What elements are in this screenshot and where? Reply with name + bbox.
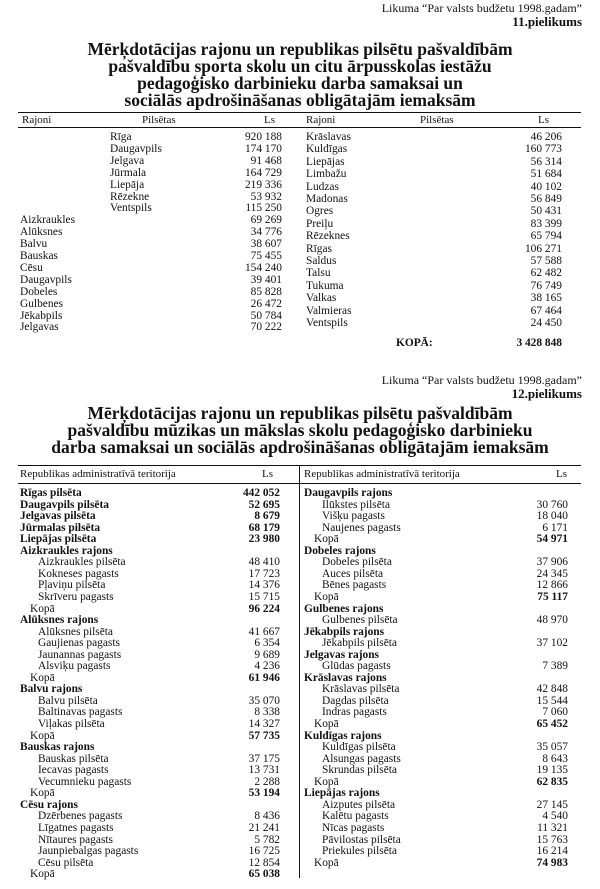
row-value: 69 269 <box>250 214 282 226</box>
territory-row <box>0 510 299 522</box>
row-label: Liepāja <box>110 179 145 191</box>
row-value: 164 729 <box>244 167 282 179</box>
row-value: 15 715 <box>248 591 280 603</box>
row-value: 65 038 <box>248 868 280 880</box>
city-row <box>0 179 300 191</box>
annex12-left-table <box>0 487 299 887</box>
row-label: Madonas <box>306 193 348 205</box>
row-value: 34 776 <box>250 226 282 238</box>
territory-row <box>300 683 600 695</box>
annex12-title-line: Mērķdotācijas rajonu un republikas pilsētu pašvaldībām <box>87 403 513 423</box>
row-label: Cēsu rajons <box>20 799 78 811</box>
row-label: Liepājas <box>306 156 345 168</box>
territory-row <box>0 718 299 730</box>
row-label: Ventspils <box>110 202 152 214</box>
row-label: Alūksnes pilsēta <box>38 626 113 638</box>
row-label: Krāslavas rajons <box>304 672 387 684</box>
row-value: 920 188 <box>244 131 282 143</box>
row-value: 4 236 <box>254 660 280 672</box>
row-label: Gulbenes <box>20 298 64 310</box>
district-heading-row <box>0 614 299 626</box>
territory-row <box>0 822 299 834</box>
row-value: 15 763 <box>536 834 568 846</box>
territory-row <box>0 591 299 603</box>
row-value: 7 389 <box>542 660 568 672</box>
row-label: Kuldīgas <box>306 143 348 155</box>
district-heading-row <box>300 787 600 799</box>
annex12-header-territory-left: Republikas administratīvā teritorija <box>20 468 176 480</box>
row-value: 16 725 <box>248 845 280 857</box>
district-row <box>300 156 600 168</box>
row-value: 57 588 <box>530 255 562 267</box>
row-label: Pāvilostas pilsēta <box>322 834 401 846</box>
row-value: 8 679 <box>254 510 280 522</box>
row-value: 13 731 <box>248 764 280 776</box>
subtotal-row <box>0 868 299 880</box>
district-row <box>0 250 300 262</box>
annex11-title-line: Mērķdotācijas rajonu un republikas pilsētu pašvaldībām <box>87 39 513 59</box>
row-label: Kuldīgas rajons <box>304 730 382 742</box>
row-value: 23 980 <box>248 533 280 545</box>
district-row <box>300 181 600 193</box>
row-label: Indras pagasts <box>322 706 387 718</box>
row-label: Daugavpils <box>20 274 72 286</box>
row-value: 76 749 <box>530 280 562 292</box>
row-label: Bauskas <box>20 250 58 262</box>
row-label: Rīgas pilsēta <box>20 487 82 499</box>
territory-row <box>300 510 600 522</box>
row-label: Liepājas rajons <box>304 787 380 799</box>
row-label: Liepājas pilsēta <box>20 533 97 545</box>
row-value: 46 206 <box>530 131 562 143</box>
row-value: 2 288 <box>254 776 280 788</box>
row-label: Jelgavas pilsēta <box>20 510 96 522</box>
row-label: Aizkraukles pilsēta <box>38 556 126 568</box>
row-label: Daugavpils <box>110 143 162 155</box>
row-value: 16 214 <box>536 845 568 857</box>
row-label: Krāslavas <box>306 131 351 143</box>
territory-row <box>0 706 299 718</box>
row-label: Limbažu <box>306 168 347 180</box>
row-label: Kopā <box>314 591 339 603</box>
row-label: Jelgavas rajons <box>304 649 379 661</box>
row-label: Balvu rajons <box>20 683 83 695</box>
row-value: 17 723 <box>248 568 280 580</box>
row-value: 62 482 <box>530 267 562 279</box>
row-value: 39 401 <box>250 274 282 286</box>
row-label: Ilūkstes pilsēta <box>322 499 391 511</box>
subtotal-row <box>0 787 299 799</box>
row-value: 91 468 <box>250 155 282 167</box>
row-label: Jēkabpils <box>20 310 63 322</box>
district-row <box>0 226 300 238</box>
annex11-total-value: 3 428 848 <box>516 337 562 349</box>
row-label: Viļakas pilsēta <box>38 718 105 730</box>
row-value: 53 194 <box>248 787 280 799</box>
annex11-header-ls-right: Ls <box>538 114 549 126</box>
row-label: Ventspils <box>306 317 348 329</box>
annex12-header-ls-right: Ls <box>556 468 567 480</box>
row-label: Naujenes pagasts <box>322 522 401 534</box>
row-label: Alsungas pagasts <box>322 753 401 765</box>
row-label: Alūksnes rajons <box>20 614 99 626</box>
row-label: Nītaures pagasts <box>38 834 113 846</box>
row-value: 41 667 <box>248 626 280 638</box>
annex11-title-line: pedagoģisko darbinieku darba samaksai un <box>137 73 463 93</box>
row-value: 14 327 <box>248 718 280 730</box>
row-label: Dagdas pilsēta <box>322 695 389 707</box>
row-value: 51 684 <box>530 168 562 180</box>
row-label: Dobeles rajons <box>304 545 376 557</box>
row-value: 8 338 <box>254 706 280 718</box>
row-value: 15 544 <box>536 695 568 707</box>
row-label: Bauskas rajons <box>20 741 95 753</box>
row-value: 4 540 <box>542 810 568 822</box>
row-label: Jelgava <box>110 155 145 167</box>
district-row <box>0 321 300 333</box>
row-value: 174 170 <box>244 143 282 155</box>
row-value: 65 452 <box>536 718 568 730</box>
row-label: Kopā <box>30 787 55 799</box>
city-row <box>0 143 300 155</box>
row-value: 37 906 <box>536 556 568 568</box>
row-label: Rēzeknes <box>306 230 350 242</box>
row-label: Auces pilsēta <box>322 568 384 580</box>
annex11-title-line: sociālās apdrošināšanas obligātajām iemaksām <box>124 90 476 110</box>
district-row <box>300 168 600 180</box>
row-value: 65 794 <box>530 230 562 242</box>
row-label: Daugavpils pilsēta <box>20 499 109 511</box>
row-label: Jūrmala <box>110 167 147 179</box>
row-value: 62 835 <box>536 776 568 788</box>
annex11-number: 11.pielikums <box>512 14 582 29</box>
row-value: 61 946 <box>248 672 280 684</box>
row-label: Ludzas <box>306 181 339 193</box>
row-label: Ogres <box>306 205 334 217</box>
row-value: 75 455 <box>250 250 282 262</box>
row-value: 5 782 <box>254 834 280 846</box>
row-label: Baltinavas pagasts <box>38 706 123 718</box>
row-label: Preiļu <box>306 218 334 230</box>
row-label: Daugavpils rajons <box>304 487 393 499</box>
row-label: Valmieras <box>306 305 352 317</box>
row-value: 160 773 <box>524 143 562 155</box>
district-row <box>300 243 600 255</box>
row-value: 52 695 <box>248 499 280 511</box>
row-value: 56 849 <box>530 193 562 205</box>
annex12-header-territory-right: Republikas administratīvā teritorija <box>304 468 460 480</box>
row-label: Rēzekne <box>110 191 150 203</box>
row-value: 48 970 <box>536 614 568 626</box>
row-label: Priekules pilsēta <box>322 845 397 857</box>
row-label: Gaujienas pagasts <box>38 637 120 649</box>
row-value: 24 450 <box>530 317 562 329</box>
row-value: 57 735 <box>248 730 280 742</box>
row-value: 56 314 <box>530 156 562 168</box>
district-row <box>300 143 600 155</box>
row-label: Valkas <box>306 292 337 304</box>
district-row <box>0 298 300 310</box>
territory-row <box>0 845 299 857</box>
row-value: 154 240 <box>244 262 282 274</box>
city-row <box>0 202 300 214</box>
row-label: Jēkabpils rajons <box>304 626 385 638</box>
row-value: 106 271 <box>524 243 562 255</box>
row-label: Dobeles <box>20 286 58 298</box>
row-value: 85 828 <box>250 286 282 298</box>
city-row <box>0 167 300 179</box>
district-row <box>300 292 600 304</box>
row-value: 67 464 <box>530 305 562 317</box>
territory-row <box>0 660 299 672</box>
row-label: Nīcas pagasts <box>322 822 385 834</box>
annex12-law-reference: Likuma “Par valsts budžetu 1998.gadam” <box>381 373 582 387</box>
row-value: 12 866 <box>536 579 568 591</box>
row-label: Kopā <box>314 776 339 788</box>
row-label: Skrundas pilsēta <box>322 764 397 776</box>
district-row <box>0 238 300 250</box>
row-value: 14 376 <box>248 579 280 591</box>
row-label: Vecumnieku pagasts <box>38 776 132 788</box>
annex11-header-pilsetas: Pilsētas <box>142 114 176 126</box>
row-label: Kopā <box>30 603 55 615</box>
row-value: 26 472 <box>250 298 282 310</box>
annex12-title-line: pašvaldību mūzikas un mākslas skolu pedagoģisko darbinieku <box>67 420 533 440</box>
row-value: 18 040 <box>536 510 568 522</box>
row-label: Iecavas pagasts <box>38 764 109 776</box>
annex12-title-line: darba samaksai un sociālās apdrošināšanas obligātajām iemaksām <box>51 437 549 457</box>
row-value: 6 354 <box>254 637 280 649</box>
row-label: Dobeles pilsēta <box>322 556 392 568</box>
row-label: Glūdas pagasts <box>322 660 391 672</box>
territory-row <box>0 810 299 822</box>
row-value: 115 250 <box>245 202 282 214</box>
row-label: Rīgas <box>306 243 332 255</box>
annex11-header-rajoni: Rajoni <box>22 114 52 126</box>
row-value: 9 689 <box>254 649 280 661</box>
row-value: 68 179 <box>248 522 280 534</box>
row-value: 37 102 <box>536 637 568 649</box>
territory-row <box>0 556 299 568</box>
row-label: Aizkraukles <box>20 214 76 226</box>
district-row <box>0 274 300 286</box>
row-value: 54 971 <box>536 533 568 545</box>
row-value: 11 321 <box>537 822 568 834</box>
territory-row <box>0 533 299 545</box>
row-label: Kopā <box>314 857 339 869</box>
territory-row <box>300 637 600 649</box>
row-label: Cēsu <box>20 262 43 274</box>
district-row <box>0 214 300 226</box>
subtotal-row <box>300 533 600 545</box>
row-label: Bauskas pilsēta <box>38 753 109 765</box>
district-row <box>300 230 600 242</box>
territory-row <box>0 637 299 649</box>
row-value: 35 070 <box>248 695 280 707</box>
territory-row <box>0 487 299 499</box>
row-label: Jaunpiebalgas pagasts <box>38 845 139 857</box>
row-label: Kuldīgas pilsēta <box>322 741 396 753</box>
district-row <box>300 305 600 317</box>
row-value: 21 241 <box>248 822 280 834</box>
district-heading-row <box>0 683 299 695</box>
district-row <box>300 131 600 143</box>
row-value: 38 165 <box>530 292 562 304</box>
annex11-header-rajoni-right: Rajoni <box>306 114 336 126</box>
subtotal-row <box>300 591 600 603</box>
row-value: 53 932 <box>250 191 282 203</box>
row-label: Tukuma <box>306 280 344 292</box>
annex11-header-rule <box>18 127 581 128</box>
row-value: 74 983 <box>536 857 568 869</box>
row-value: 219 336 <box>244 179 282 191</box>
territory-row <box>300 579 600 591</box>
territory-row <box>300 614 600 626</box>
district-row <box>0 262 300 274</box>
annex11-header-pilsetas-right: Pilsētas <box>420 114 454 126</box>
row-label: Rīga <box>110 131 132 143</box>
territory-row <box>300 706 600 718</box>
row-value: 50 431 <box>530 205 562 217</box>
row-label: Gulbenes rajons <box>304 603 384 615</box>
row-label: Jelgavas <box>20 321 59 333</box>
annex12-header-ls-left: Ls <box>262 468 273 480</box>
row-label: Balvu <box>20 238 48 250</box>
annex11-title <box>0 41 600 109</box>
row-label: Bēnes pagasts <box>322 579 387 591</box>
row-label: Cēsu pilsēta <box>38 857 94 869</box>
annex11-law-reference: Likuma “Par valsts budžetu 1998.gadam” <box>381 1 582 15</box>
row-value: 48 410 <box>248 556 280 568</box>
district-row <box>300 218 600 230</box>
annex11-title-line: pašvaldību sporta skolu un citu ārpusskolas iestāžu <box>108 56 492 76</box>
territory-row <box>300 764 600 776</box>
row-value: 75 117 <box>537 591 568 603</box>
row-label: Balvu pilsēta <box>38 695 98 707</box>
city-row <box>0 155 300 167</box>
row-label: Višķu pagasts <box>322 510 385 522</box>
row-label: Kokneses pagasts <box>38 568 119 580</box>
row-value: 8 643 <box>542 753 568 765</box>
district-heading-row <box>300 487 600 499</box>
row-value: 40 102 <box>530 181 562 193</box>
row-label: Kopā <box>30 868 55 880</box>
district-row <box>300 267 600 279</box>
row-value: 8 436 <box>254 810 280 822</box>
row-label: Dzērbenes pagasts <box>38 810 123 822</box>
annex11-left-table <box>0 131 300 351</box>
row-value: 7 060 <box>542 706 568 718</box>
row-value: 42 848 <box>536 683 568 695</box>
annex12-right-table <box>300 487 600 887</box>
district-heading-row <box>0 741 299 753</box>
row-value: 6 171 <box>542 522 568 534</box>
row-value: 96 224 <box>248 603 280 615</box>
row-label: Pļaviņu pilsēta <box>38 579 106 591</box>
territory-row <box>300 810 600 822</box>
row-label: Kopā <box>30 730 55 742</box>
territory-row <box>300 556 600 568</box>
district-row <box>300 317 600 329</box>
annex12-title <box>0 405 600 456</box>
district-row <box>300 255 600 267</box>
territory-row <box>0 579 299 591</box>
territory-row <box>0 764 299 776</box>
row-value: 83 399 <box>530 218 562 230</box>
territory-row <box>300 741 600 753</box>
row-value: 12 854 <box>248 857 280 869</box>
row-label: Kalētu pagasts <box>322 810 389 822</box>
annex11-header-ls-left: Ls <box>264 114 275 126</box>
row-value: 19 135 <box>536 764 568 776</box>
annex11-top-rule <box>18 112 581 113</box>
row-label: Alūksnes <box>20 226 63 238</box>
row-value: 30 760 <box>536 499 568 511</box>
row-value: 442 052 <box>242 487 280 499</box>
annex12-number: 12.pielikums <box>511 386 582 401</box>
district-row <box>300 280 600 292</box>
row-label: Alsviķu pagasts <box>38 660 111 672</box>
district-row <box>300 193 600 205</box>
row-value: 37 175 <box>248 753 280 765</box>
territory-row <box>300 822 600 834</box>
subtotal-row <box>300 718 600 730</box>
row-label: Gulbenes pilsēta <box>322 614 398 626</box>
district-row <box>300 205 600 217</box>
row-label: Kopā <box>314 533 339 545</box>
row-label: Kopā <box>314 718 339 730</box>
subtotal-row <box>300 857 600 869</box>
row-label: Jūrmalas pilsēta <box>20 522 101 534</box>
row-label: Saldus <box>306 255 337 267</box>
row-value: 27 145 <box>536 799 568 811</box>
row-label: Kopā <box>30 672 55 684</box>
row-value: 38 607 <box>250 238 282 250</box>
row-label: Jēkabpils pilsēta <box>322 637 397 649</box>
row-value: 24 345 <box>536 568 568 580</box>
district-row <box>0 286 300 298</box>
row-label: Krāslavas pilsēta <box>322 683 400 695</box>
row-label: Jaunannas pagasts <box>38 649 122 661</box>
row-value: 35 057 <box>536 741 568 753</box>
row-label: Skrīveru pagasts <box>38 591 114 603</box>
annex11-total-label: KOPĀ: <box>396 337 433 349</box>
row-label: Talsu <box>306 267 331 279</box>
territory-row <box>300 845 600 857</box>
territory-row <box>300 660 600 672</box>
row-label: Līgatnes pagasts <box>38 822 114 834</box>
row-value: 70 222 <box>250 321 282 333</box>
annex11-right-table <box>300 131 600 351</box>
row-label: Aizkraukles rajons <box>20 545 113 557</box>
row-label: Aizputes pilsēta <box>322 799 396 811</box>
row-value: 50 784 <box>250 310 282 322</box>
city-row <box>0 131 300 143</box>
